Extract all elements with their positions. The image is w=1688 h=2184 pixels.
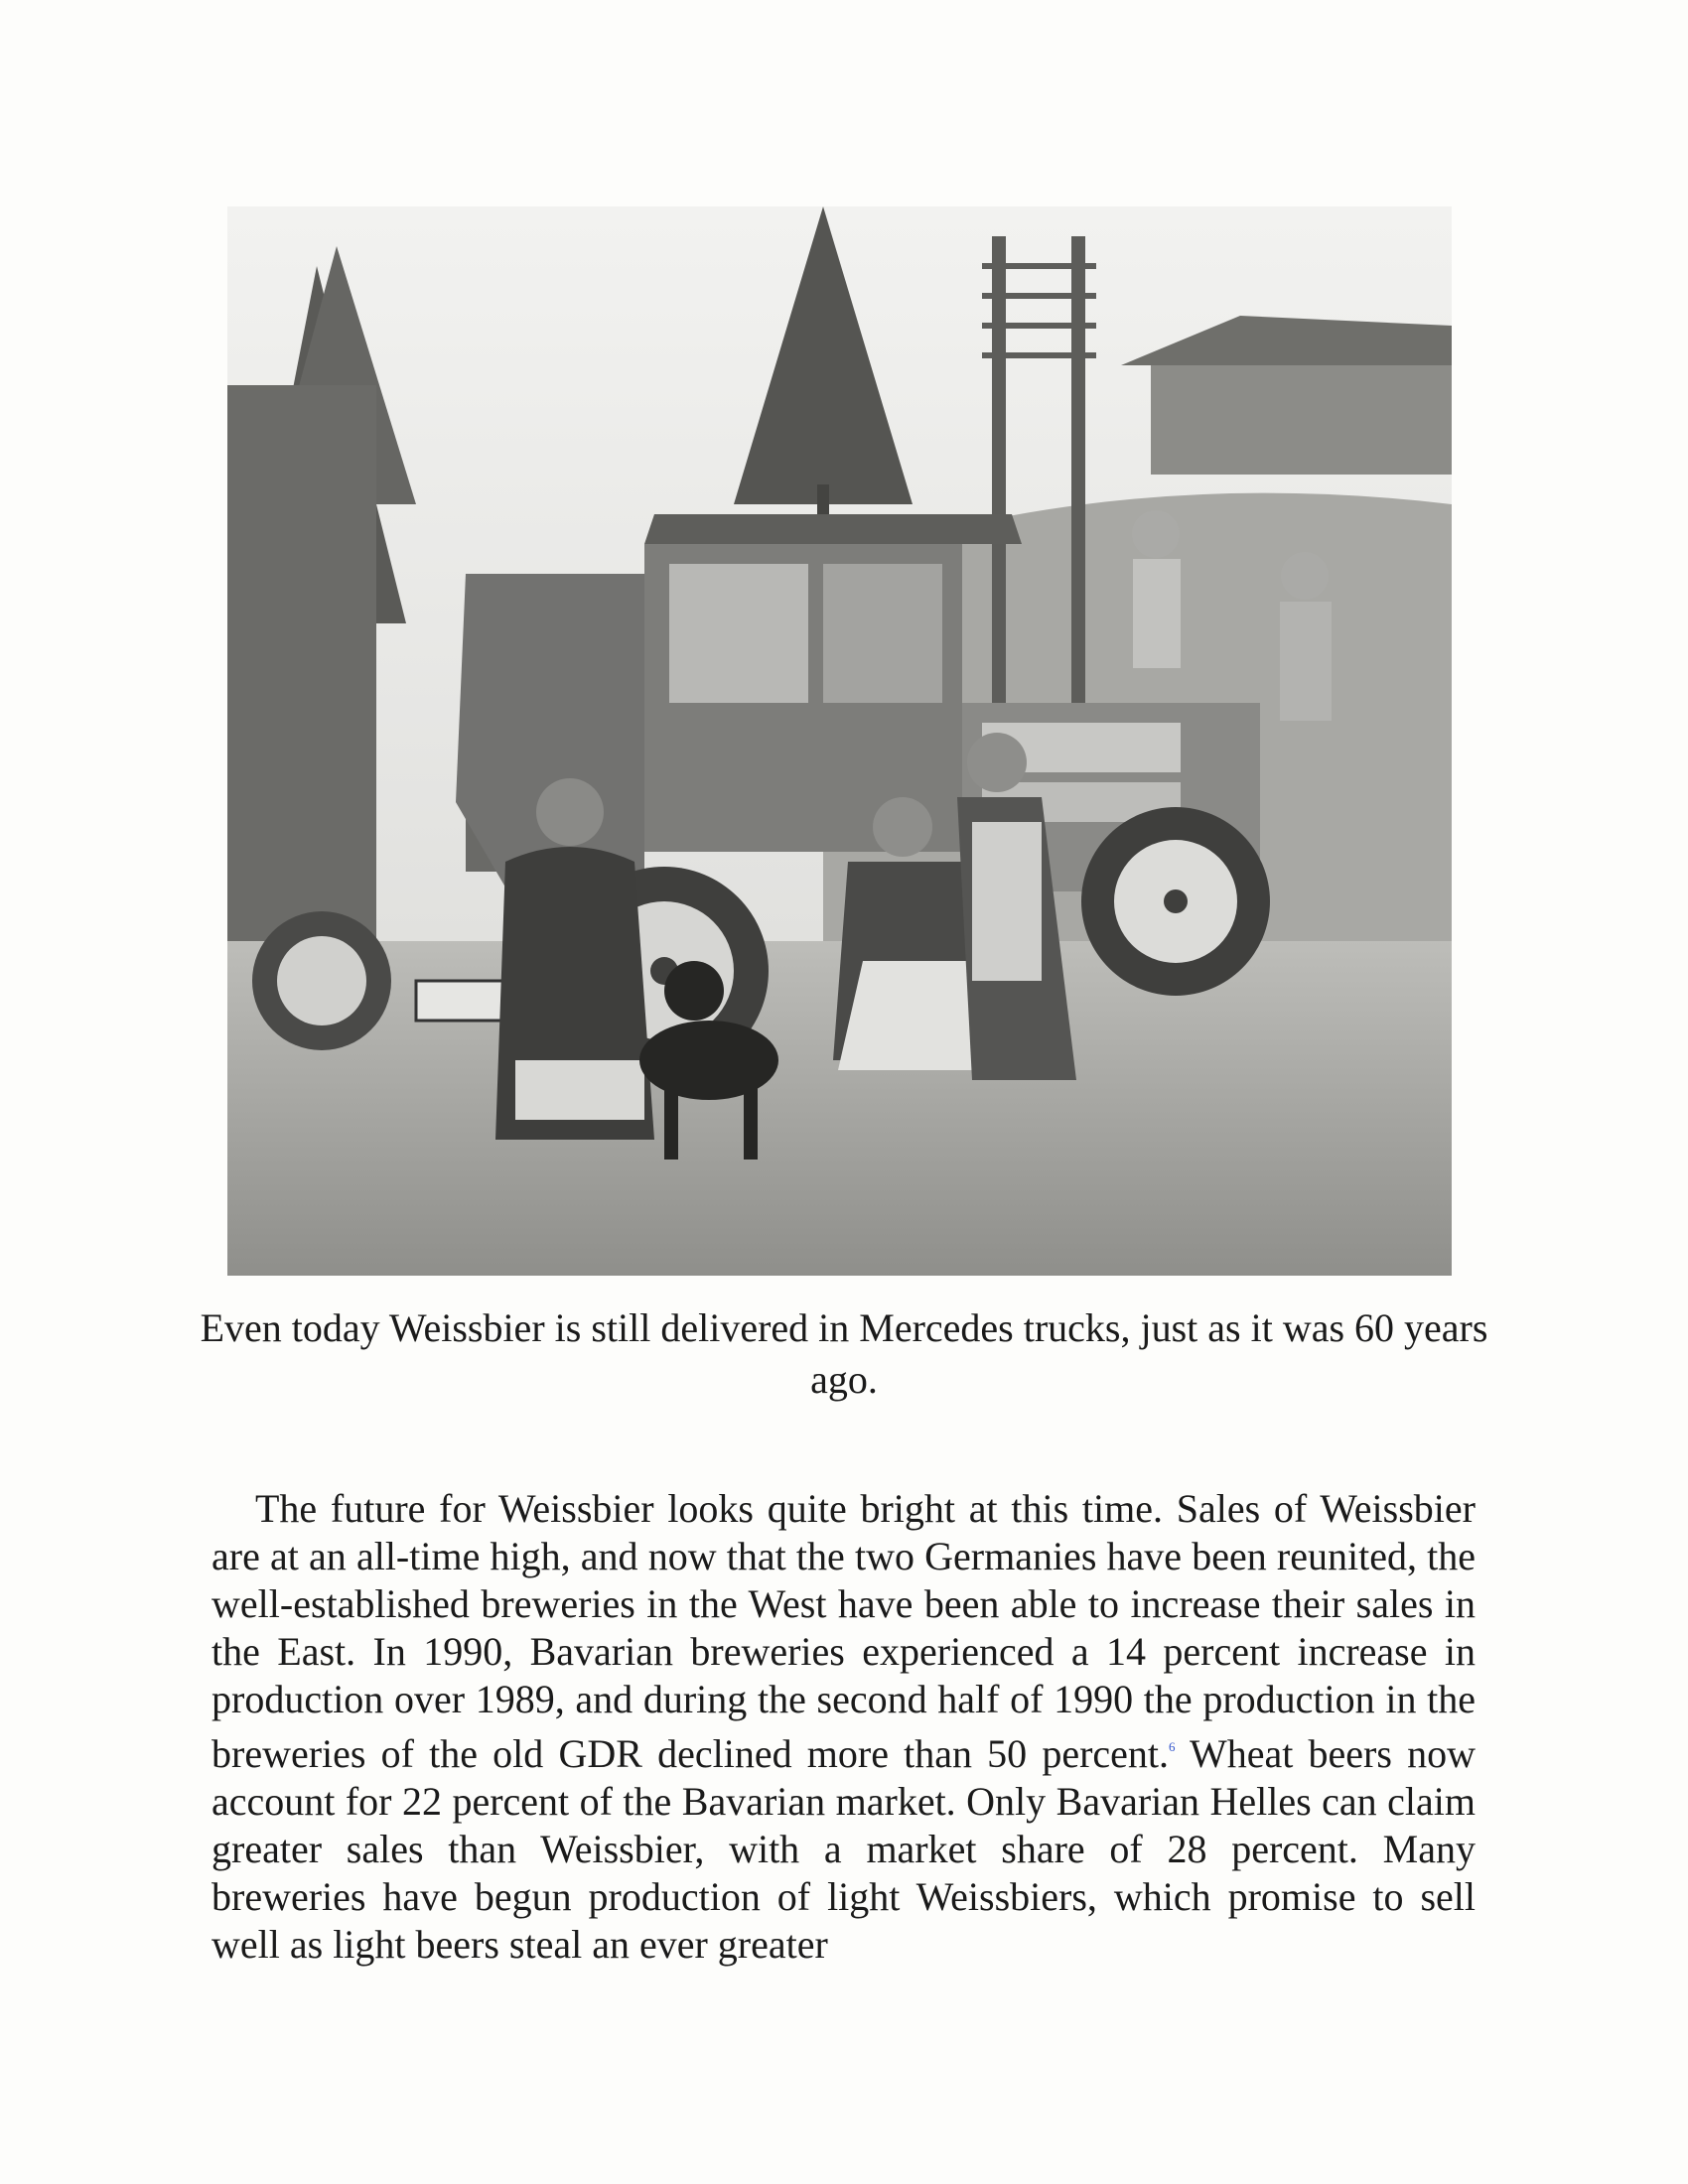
historic-delivery-truck-photo [227,206,1452,1276]
figure-caption: Even today Weissbier is still delivered in Mercedes trucks, just as it was 60 years ago. [200,1305,1488,1402]
paragraph-text-part-2: Wheat beers now account for 22 percent of the Bavarian market. Only Bavarian Helles can claim greater sales than Weissbier, with a market share of 28 percent. Many breweries have begun production of light Weissbiers, which promise to sell well as light beers steal an ever greater [211,1731,1476,1967]
body-paragraph [211,1485,1476,1969]
footnote-reference[interactable]: 6 [1169,1739,1176,1754]
paragraph-text-part-1: The future for Weissbier looks quite bright at this time. Sales of Weissbier are at an all-time high, and now that the two Germanies have been reunited, the well-established breweries in the West have been able to increase their sales in the East. In 1990, Bavarian breweries experienced a 14 percent increase in production over 1989, and during the second half of 1990 the production in the breweries of the old GDR declined more than 50 percent. [211,1486,1476,1776]
